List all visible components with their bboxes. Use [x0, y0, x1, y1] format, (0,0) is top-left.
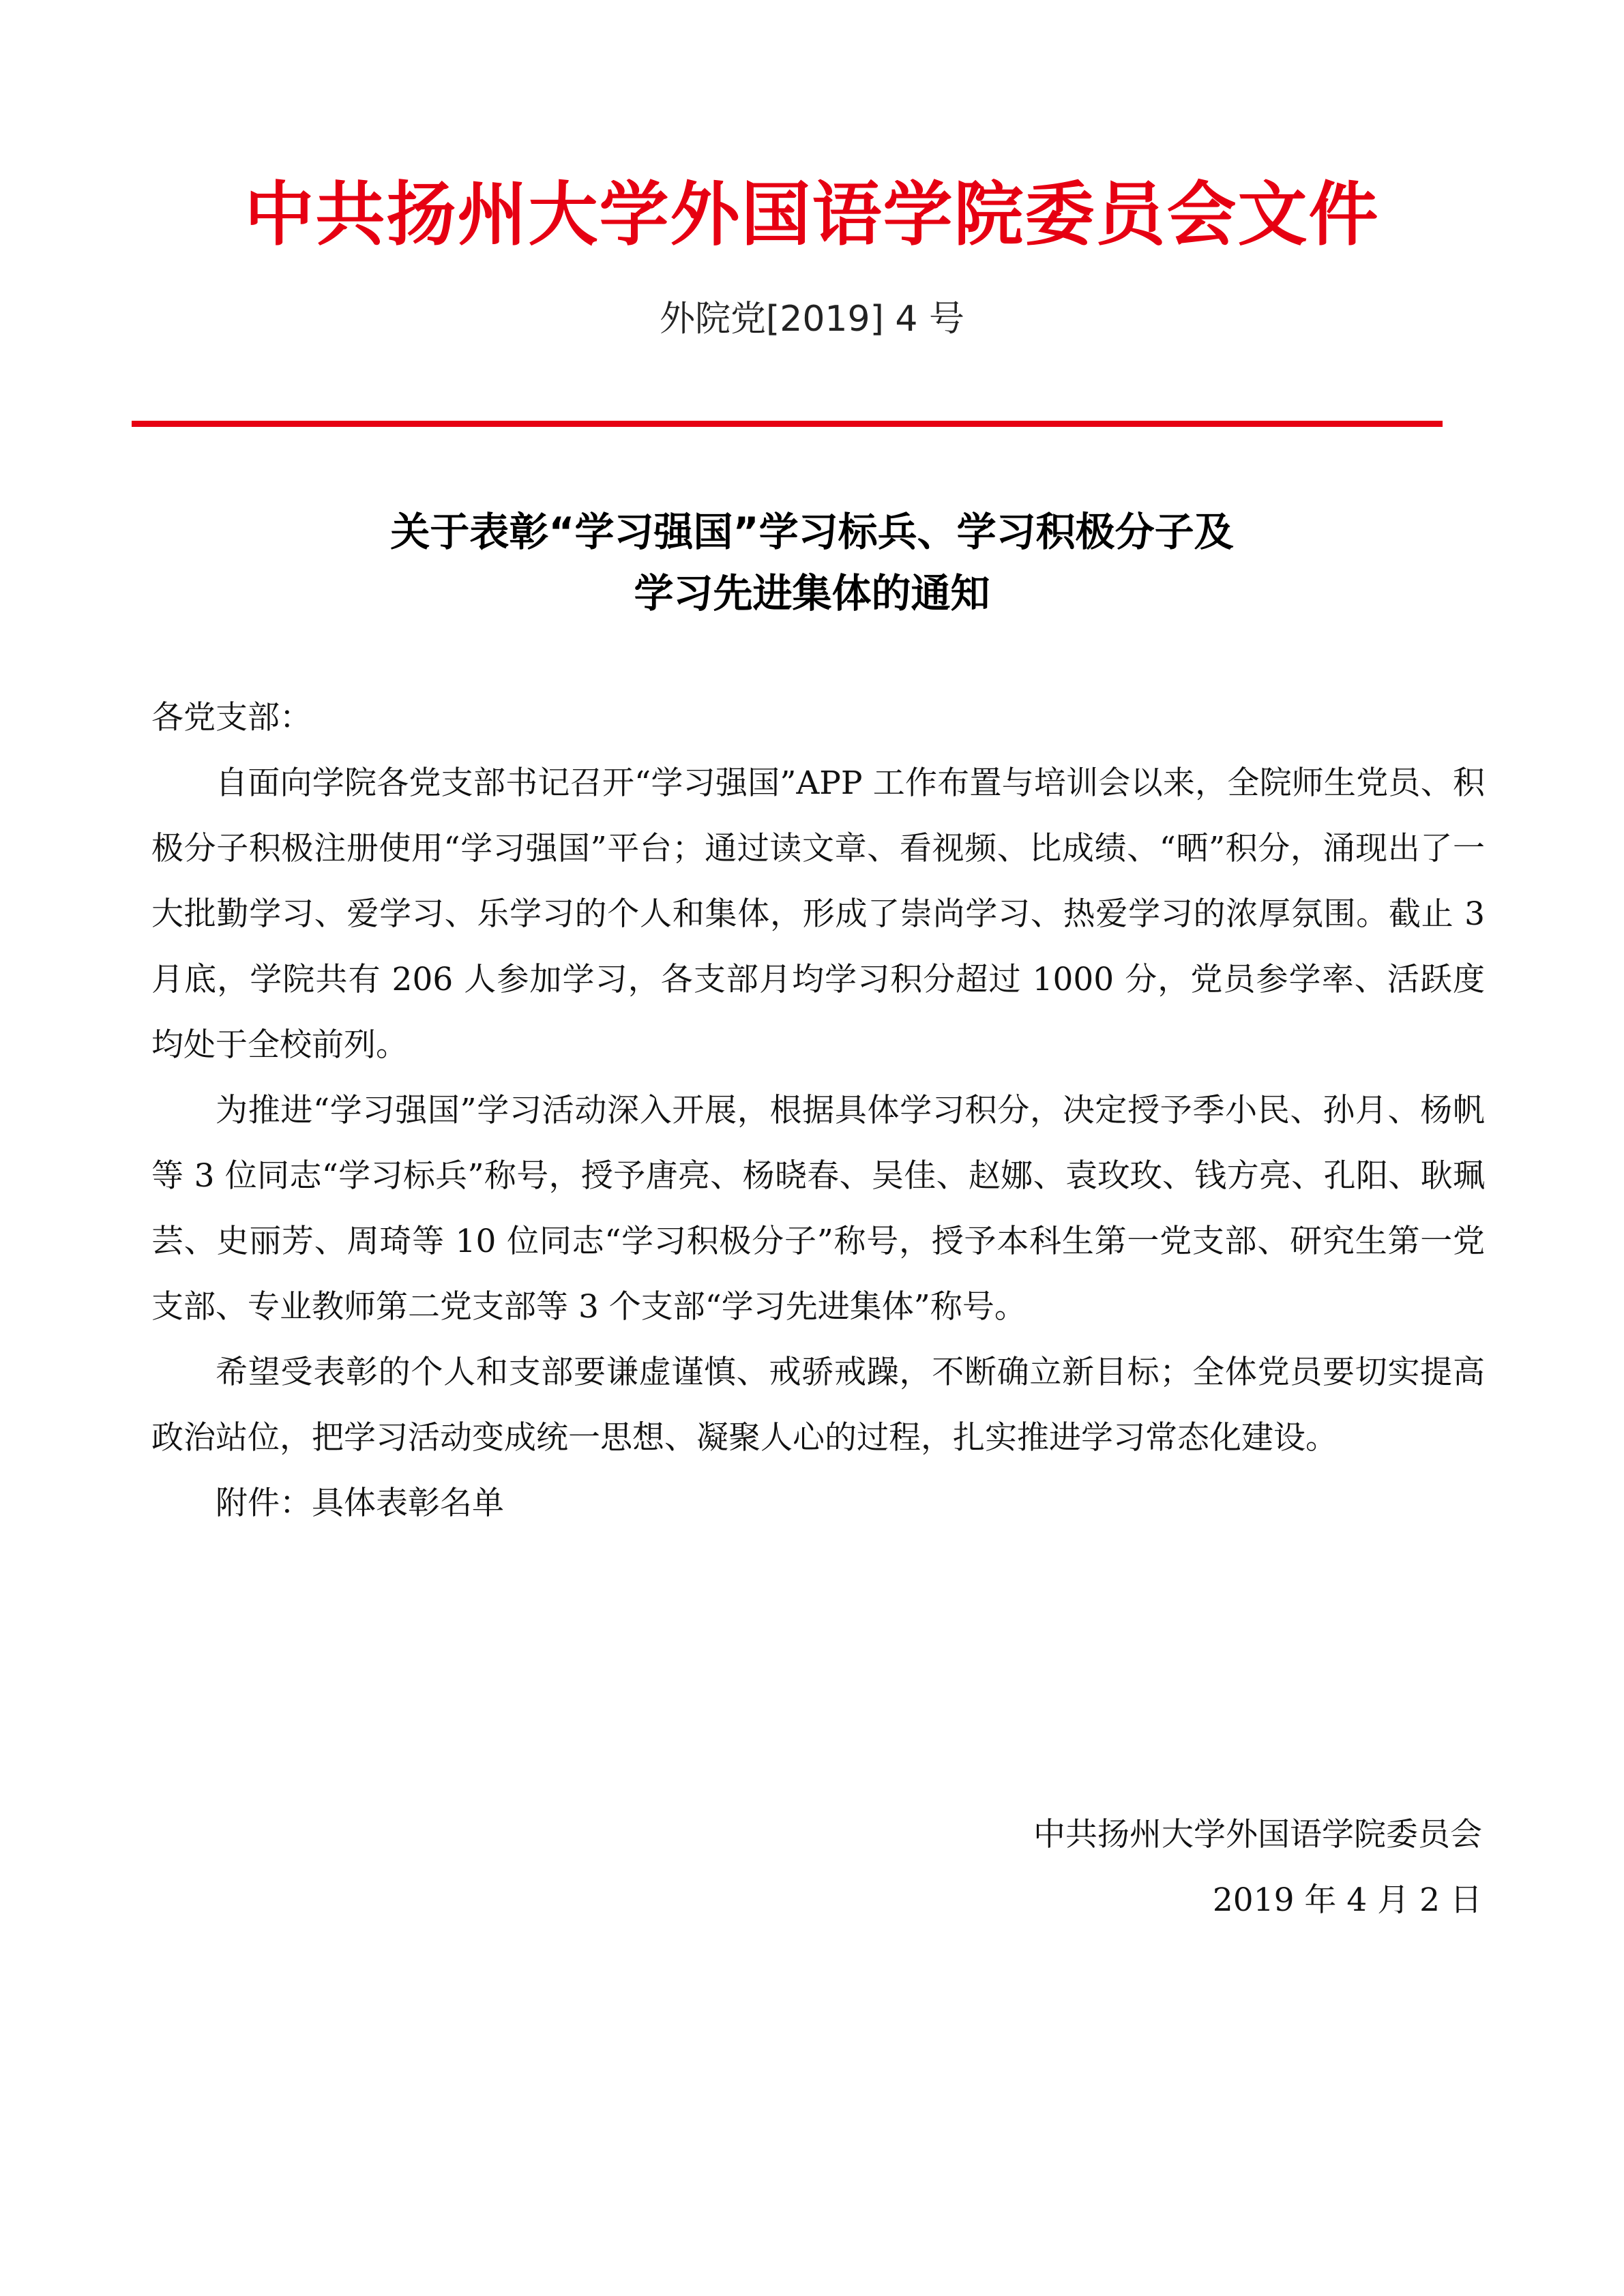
salutation: 各党支部：: [151, 699, 312, 736]
signature-organization: 中共扬州大学外国语学院委员会: [1033, 1816, 1482, 1853]
attachment-note: 附件：具体表彰名单: [216, 1485, 504, 1522]
header-divider: [132, 421, 1443, 427]
body-paragraph-3: 希望受表彰的个人和支部要谦虚谨慎、戒骄戒躁，不断确立新目标；全体党员要切实提高政治站位，把学习活动变成统一思想、凝聚人心的过程，扎实推进学习常态化建设。: [151, 1354, 1485, 1457]
body-paragraph-1: 自面向学院各党支部书记召开“学习强国”APP 工作布置与培训会以来，全院师生党员、积极分子积极注册使用“学习强国”平台；通过读文章、看视频、比成绩、“晒”积分，涌现出了一大批勤学习、爱学习、乐学习的个人和集体，形成了崇尚学习、热爱学习的浓厚氛围。截止 3 月底，学院共有 206 人参加学习，各支部月均学习积分超过 1000 分，党员参学率、活跃度均处于全校前列。: [151, 764, 1485, 1064]
document-number: 外院党[2019] 4 号: [659, 299, 965, 340]
notice-title-line-1: 关于表彰“学习强国”学习标兵、学习积极分子及: [390, 509, 1234, 555]
signature-block: [1033, 1802, 1482, 1933]
notice-title: [0, 501, 1624, 624]
signature-date: 2019 年 4 月 2 日: [1212, 1881, 1482, 1919]
body-paragraph-2: 为推进“学习强国”学习活动深入开展，根据具体学习积分，决定授予季小民、孙月、杨帆等 3 位同志“学习标兵”称号，授予唐亮、杨晓春、吴佳、赵娜、袁玫玫、钱方亮、孔阳、耿珮芸、史丽芳、周琦等 10 位同志“学习积极分子”称号，授予本科生第一党支部、研究生第一党支部、专业教师第二党支部等 3 个支部“学习先进集体”称号。: [151, 1092, 1485, 1326]
notice-title-line-2: 学习先进集体的通知: [634, 570, 990, 616]
document-header-title: 中共扬州大学外国语学院委员会文件: [244, 174, 1380, 256]
notice-body: [151, 685, 1485, 1536]
